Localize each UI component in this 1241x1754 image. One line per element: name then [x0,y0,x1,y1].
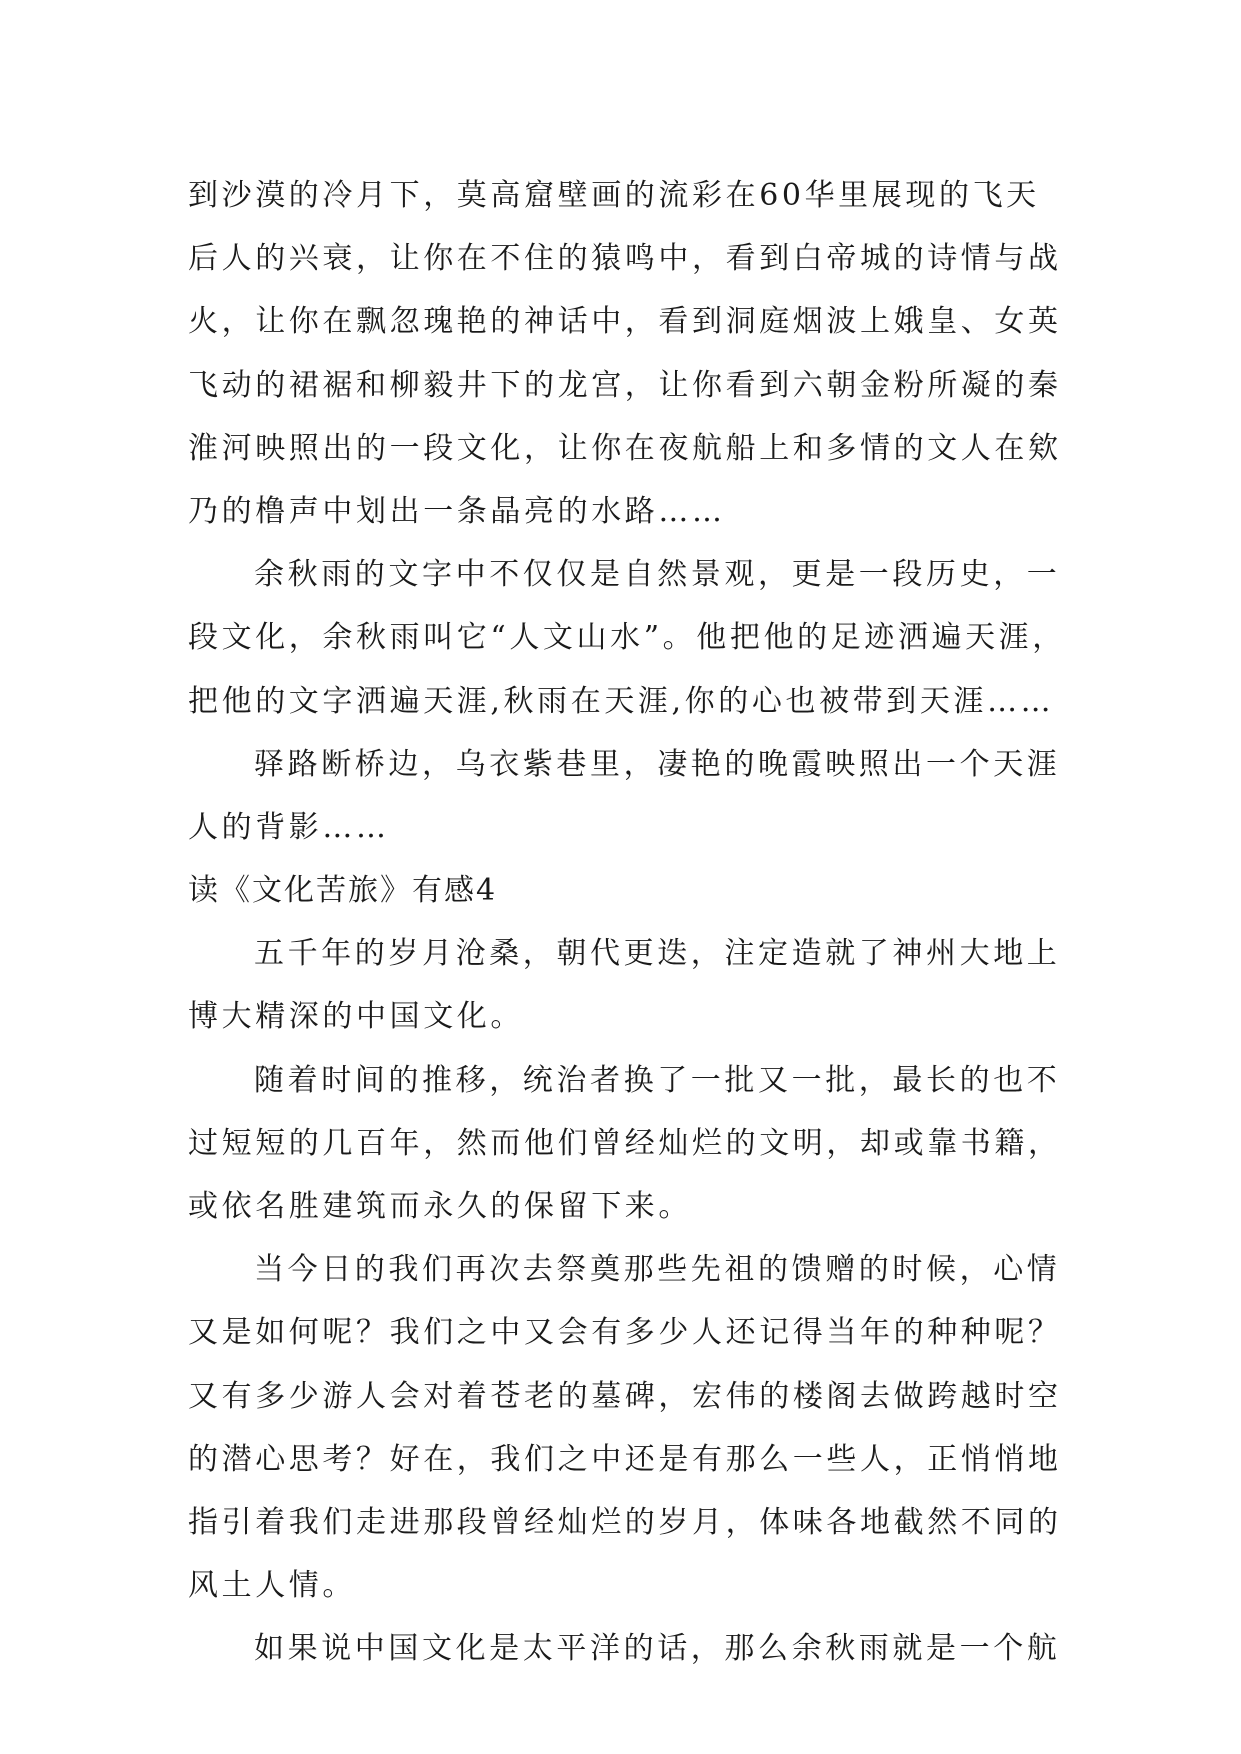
text-line: 把他的文字洒遍天涯,秋雨在天涯,你的心也被带到天涯…… [188,683,1055,719]
text-line: 段文化，余秋雨叫它“人文山水”。他把他的足迹洒遍天涯， [188,620,1066,656]
text-line: 后人的兴衰，让你在不住的猿鸣中，看到白帝城的诗情与战 [188,241,1062,277]
document-body [188,164,1066,1681]
text-line: 驿路断桥边，乌衣紫巷里，凄艳的晚霞映照出一个天涯 [254,746,1061,782]
text-line: 人的背影…… [188,809,390,845]
text-line: 余秋雨的文字中不仅仅是自然景观，更是一段历史，一 [254,557,1061,593]
text-line: 火，让你在飘忽瑰艳的神话中，看到洞庭烟波上娥皇、女英 [188,304,1062,340]
text-line: 博大精深的中国文化。 [188,999,524,1035]
text-line: 淮河映照出的一段文化，让你在夜航船上和多情的文人在欸 [188,430,1062,466]
text-line: 指引着我们走进那段曾经灿烂的岁月，体味各地截然不同的 [188,1504,1062,1540]
text-line: 当今日的我们再次去祭奠那些先祖的馈赠的时候，心情 [254,1252,1061,1288]
text-line: 又有多少游人会对着苍老的墓碑，宏伟的楼阁去做跨越时空 [188,1378,1062,1414]
text-line: 风土人情。 [188,1568,356,1604]
text-line: 或依名胜建筑而永久的保留下来。 [188,1189,692,1224]
text-line: 如果说中国文化是太平洋的话，那么余秋雨就是一个航 [254,1631,1061,1667]
text-line: 到沙漠的冷月下，莫高窟壁画的流彩在60华里展现的飞天 [188,178,1040,213]
text-line: 又是如何呢？我们之中又会有多少人还记得当年的种种呢？ [188,1315,1062,1351]
text-line: 五千年的岁月沧桑，朝代更迭，注定造就了神州大地上 [254,936,1061,972]
text-line: 飞动的裙裾和柳毅井下的龙宫，让你看到六朝金粉所凝的秦 [188,367,1062,403]
text-line: 过短短的几百年，然而他们曾经灿烂的文明，却或靠书籍， [188,1125,1062,1161]
text-line: 的潜心思考？好在，我们之中还是有那么一些人，正悄悄地 [188,1441,1062,1477]
section-heading: 读《文化苦旅》有感4 [188,873,498,909]
text-line: 随着时间的推移，统治者换了一批又一批，最长的也不 [254,1062,1061,1098]
text-line: 乃的橹声中划出一条晶亮的水路…… [188,493,726,529]
